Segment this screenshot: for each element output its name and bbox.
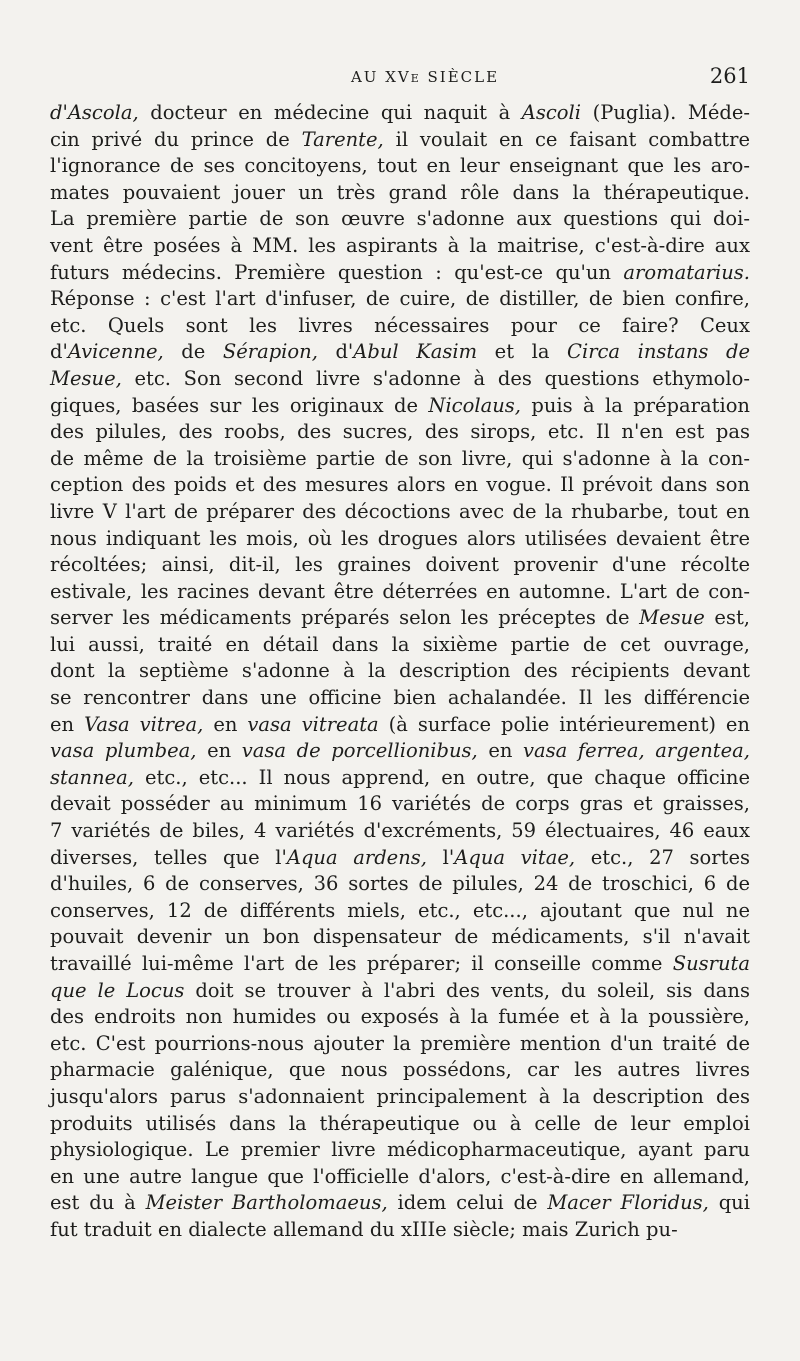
text-line (50, 924, 750, 951)
text-segment: etc. Son second livre s'adonne à des questions ethymolo- (121, 366, 750, 390)
italic-segment: Mesue (639, 606, 705, 630)
text-segment: (à surface polie intérieurement) en (378, 712, 750, 736)
text-line (50, 366, 750, 393)
text-line (50, 791, 750, 818)
italic-segment: Avicenne, (67, 340, 164, 364)
italic-segment: vasa de porcellionibus, (241, 739, 478, 763)
text-line (50, 898, 750, 925)
text-line (50, 446, 750, 473)
text-line (50, 260, 750, 287)
text-segment: La première partie de son œuvre s'adonne aux questions qui doi- (50, 207, 750, 231)
text-segment: et la (477, 340, 568, 364)
text-segment: se rencontrer dans une officine bien achalandée. Il les différencie (50, 686, 750, 710)
running-title: AU XVe SIÈCLE (350, 68, 500, 86)
text-line (50, 951, 750, 978)
italic-segment: aromatarius. (623, 260, 750, 284)
text-line (50, 472, 750, 499)
text-segment: de (163, 340, 223, 364)
text-segment: en une autre langue que l'officielle d'alors, c'est-à-dire en allemand, (50, 1164, 750, 1188)
text-line (50, 552, 750, 579)
text-line (50, 313, 750, 340)
text-segment: 7 variétés de biles, 4 variétés d'excréments, 59 électuaires, 46 eaux (50, 819, 750, 843)
text-segment: en (196, 739, 242, 763)
text-line (50, 605, 750, 632)
text-segment: récoltées; ainsi, dit-il, les graines doivent provenir d'une récolte (50, 553, 750, 577)
text-segment: nous indiquant les mois, où les drogues alors utilisées devaient être (50, 526, 750, 550)
text-line (50, 658, 750, 685)
text-segment: en (477, 739, 524, 763)
text-segment: lui aussi, traité en détail dans la sixième partie de cet ouvrage, (50, 632, 750, 656)
italic-segment: Sérapion, (222, 340, 318, 364)
text-segment: etc., etc... Il nous apprend, en outre, que chaque officine (133, 765, 750, 789)
text-segment: vent être posées à MM. les aspirants à la maitrise, c'est-à-dire aux (50, 233, 750, 257)
italic-segment: Ascoli (521, 101, 582, 124)
text-segment: etc. Quels sont les livres nécessaires pour ce faire? Ceux (50, 313, 750, 337)
italic-segment: Susruta (672, 952, 750, 975)
text-segment: est du à (50, 1191, 146, 1215)
text-segment: futurs médecins. Première question : qu'est-ce qu'un (50, 260, 624, 284)
italic-segment: vasa plumbea, (50, 739, 197, 763)
text-line (50, 526, 750, 553)
italic-segment: vasa vitreata (247, 712, 379, 736)
text-segment: doit se trouver à l'abri des vents, du soleil, sis dans (184, 978, 750, 1002)
text-segment: pharmacie galénique, que nous possédons, car les autres livres (50, 1058, 750, 1082)
page-number: 261 (709, 64, 750, 88)
text-segment: l' (427, 845, 455, 869)
text-segment: mates pouvaient jouer un très grand rôle dans la thérapeutique. (50, 180, 750, 204)
text-segment: cin privé du prince de (50, 127, 302, 151)
text-segment: puis à la préparation (520, 393, 750, 417)
text-line (50, 180, 750, 207)
text-line (50, 1111, 750, 1138)
text-line (50, 738, 750, 765)
italic-segment: Aqua vitae, (454, 845, 576, 869)
text-segment: des pilules, des roobs, des sucres, des sirops, etc. Il n'en est pas (50, 420, 750, 444)
text-line (50, 153, 750, 180)
text-segment: etc., 27 sortes (575, 845, 751, 869)
italic-segment: Vasa vitrea, (84, 712, 204, 736)
text-line (50, 127, 750, 154)
text-line (50, 845, 750, 872)
text-line (50, 978, 750, 1005)
text-segment: conserves, 12 de différents miels, etc., etc..., ajoutant que nul ne (50, 898, 750, 922)
text-line (50, 1190, 750, 1217)
text-line (50, 286, 750, 313)
text-segment: docteur en médecine qui naquit à (138, 101, 522, 124)
italic-segment: Meister Bartholomaeus, (145, 1191, 388, 1215)
text-segment: dont la septième s'adonne à la description des récipients devant (50, 659, 750, 683)
italic-segment: Nicolaus, (428, 393, 521, 417)
text-segment: etc. C'est pourrions-nous ajouter la première mention d'un traité de (50, 1031, 750, 1055)
italic-segment: stannea, (50, 765, 134, 789)
text-segment: diverses, telles que l' (50, 845, 287, 869)
italic-segment: Circa instans de (567, 340, 751, 364)
italic-segment: Tarente, (301, 127, 384, 151)
text-line (50, 339, 750, 366)
text-segment: jusqu'alors parus s'adonnaient principalement à la description des (50, 1084, 750, 1108)
text-line (50, 1164, 750, 1191)
text-line (50, 1031, 750, 1058)
text-line (50, 499, 750, 526)
text-line (50, 765, 750, 792)
text-line (50, 632, 750, 659)
italic-segment: Mesue, (50, 366, 122, 390)
text-line (50, 871, 750, 898)
body-text (50, 100, 750, 1244)
text-segment: idem celui de (387, 1191, 548, 1215)
text-segment: produits utilisés dans la thérapeutique ou à celle de leur emploi (50, 1111, 750, 1135)
italic-segment: Macer Floridus, (547, 1191, 709, 1215)
text-segment: estivale, les racines devant être déterrées en automne. L'art de con- (50, 579, 750, 603)
text-line (50, 419, 750, 446)
text-segment: de même de la troisième partie de son livre, qui s'adonne à la con- (50, 446, 750, 470)
text-segment: d' (317, 340, 354, 364)
text-segment: des endroits non humides ou exposés à la fumée et à la poussière, (50, 1005, 750, 1029)
text-segment: livre V l'art de préparer des décoctions avec de la rhubarbe, tout en (50, 499, 750, 523)
text-line (50, 393, 750, 420)
text-line (50, 233, 750, 260)
text-segment: travaillé lui-même l'art de les préparer; il conseille comme (50, 952, 673, 975)
text-line (50, 206, 750, 233)
text-segment: fut traduit en dialecte allemand du xIIIe siècle; mais Zurich pu- (50, 1217, 678, 1241)
italic-segment: que le Locus (50, 978, 185, 1002)
text-segment: en (203, 712, 248, 736)
text-segment: d'huiles, 6 de conserves, 36 sortes de pilules, 24 de troschici, 6 de (50, 872, 750, 896)
text-segment: devait posséder au minimum 16 variétés de corps gras et graisses, (50, 792, 750, 816)
text-segment: pouvait devenir un bon dispensateur de médicaments, s'il n'avait (50, 925, 750, 949)
text-line (50, 1217, 750, 1244)
text-segment: d' (50, 340, 68, 364)
text-segment: l'ignorance de ses concitoyens, tout en leur enseignant que les aro- (50, 154, 750, 178)
page-header (100, 64, 750, 94)
text-line (50, 685, 750, 712)
text-segment: ception des poids et des mesures alors en vogue. Il prévoit dans son (50, 473, 750, 497)
text-line (50, 1084, 750, 1111)
text-segment: il voulait en ce faisant combattre (383, 127, 750, 151)
text-segment: en (50, 712, 85, 736)
text-line (50, 1004, 750, 1031)
text-segment: Réponse : c'est l'art d'infuser, de cuire, de distiller, de bien confire, (50, 287, 750, 311)
text-line (50, 100, 750, 127)
text-segment: (Puglia). Méde- (581, 101, 750, 124)
text-line (50, 579, 750, 606)
italic-segment: Aqua ardens, (286, 845, 427, 869)
italic-segment: Abul Kasim (353, 340, 478, 364)
text-segment: physiologique. Le premier livre médicopharmaceutique, ayant paru (50, 1138, 750, 1162)
italic-segment: d'Ascola, (50, 101, 139, 124)
text-line (50, 1057, 750, 1084)
text-segment: est, (704, 606, 751, 630)
italic-segment: vasa ferrea, argentea, (523, 739, 750, 763)
text-line (50, 818, 750, 845)
text-line (50, 1137, 750, 1164)
text-segment: giques, basées sur les originaux de (50, 393, 429, 417)
text-line (50, 712, 750, 739)
text-segment: qui (708, 1191, 750, 1215)
text-segment: server les médicaments préparés selon les préceptes de (50, 606, 640, 630)
